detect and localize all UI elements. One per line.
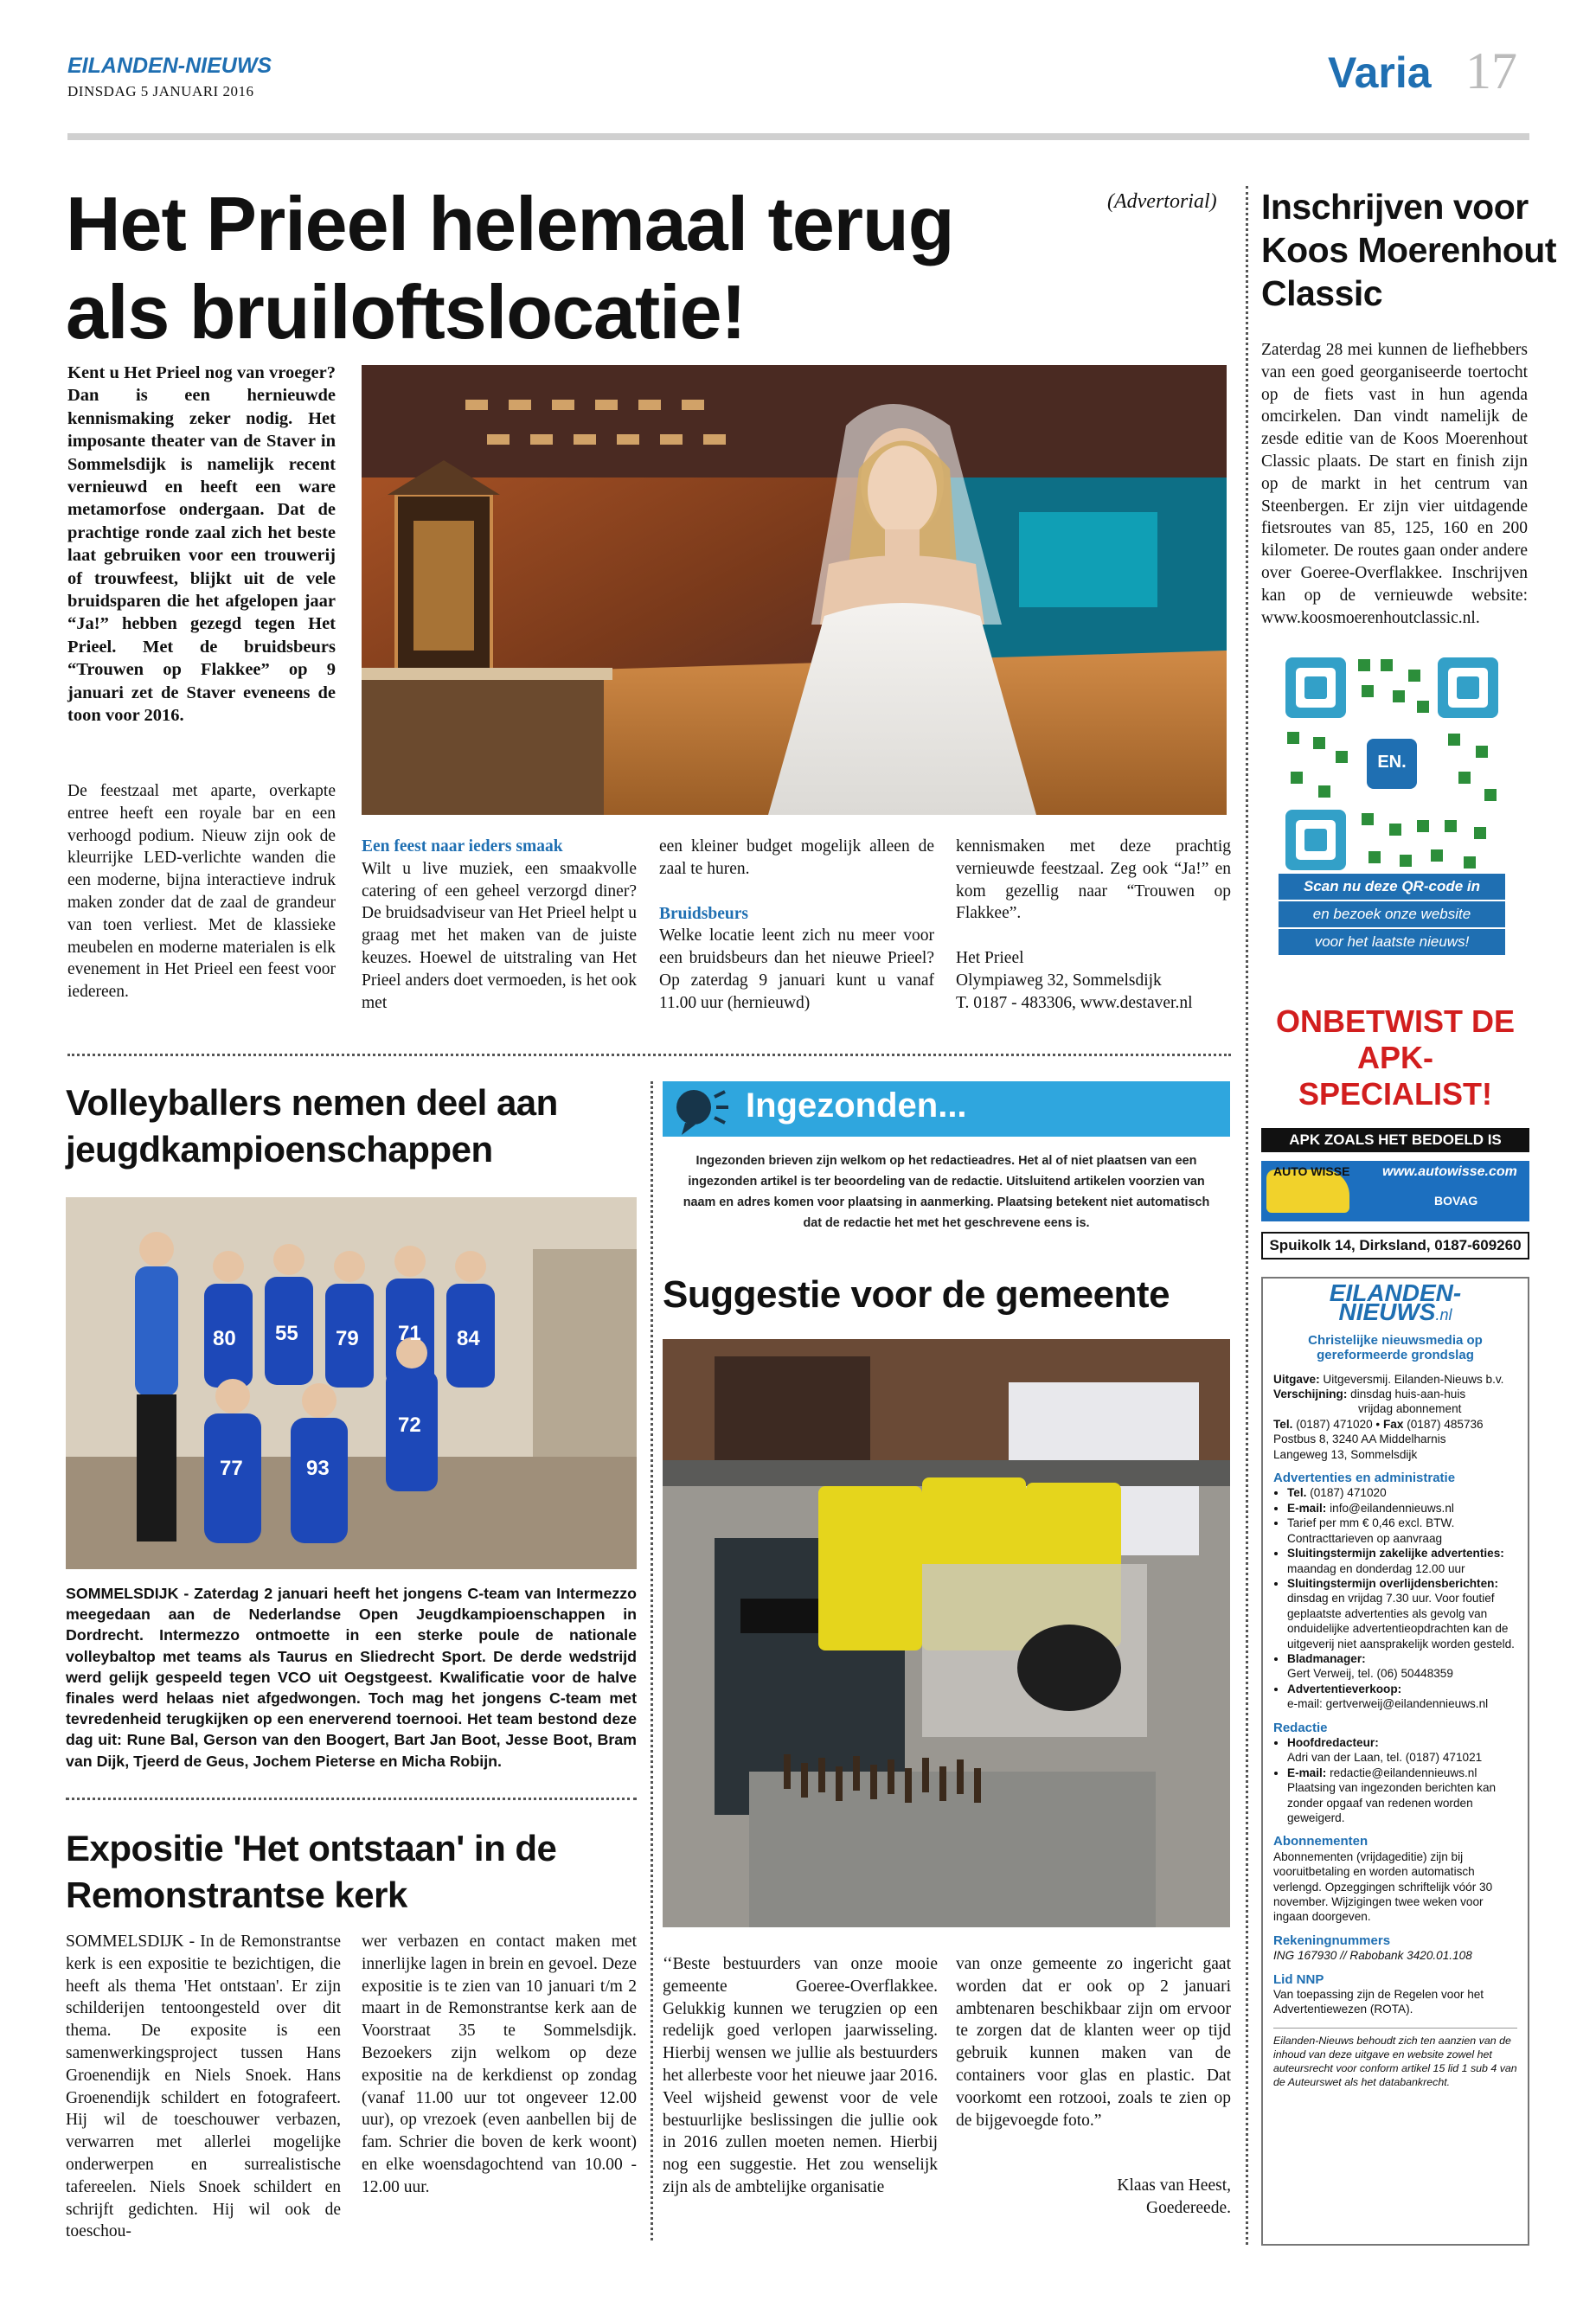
jersey-number: 72 <box>398 1413 421 1437</box>
colophon-rights: Eilanden-Nieuws behoudt zich ten aanzien van de inhoud van deze uitgave en website zowel het auteursrecht voor conform artikel 15 lid 1 sub 4 van de Auteurswet als het databankrecht. <box>1273 2028 1517 2089</box>
colophon-uitgave: Uitgeversmij. Eilanden-Nieuws b.v. <box>1323 1372 1504 1386</box>
prieel-body-col1: De feestzaal met aparte, overkapte entree heeft een royale bar en een verhoogd podium. Nieuw zijn ook de kleurrijke LED-verlichte wanden die een moderne, bijna interactieve indruk maken zonder dat de zaal de grandeur van toen verliest. Met de klassieke meubelen en moderne materialen is elk evenement in Het Prieel een feest voor iedereen. <box>67 782 336 1002</box>
colophon-abo: Abonnementen (vrijdageditie) zijn bij vooruitbetaling en worden automatisch verlengd. Opzeggingen schriftelijk vóór 30 november. Wijzigingen twee weken voor ingaan doorgeven. <box>1273 1849 1493 1924</box>
jersey-number: 84 <box>457 1327 480 1350</box>
colophon-abo-heading: Abonnementen <box>1273 1834 1368 1849</box>
colophon-red-note: Plaatsing van ingezonden berichten kan zonder opgaaf van redenen worden geweigerd. <box>1287 1781 1497 1824</box>
subhead-feest: Een feest naar ieders smaak <box>362 837 563 856</box>
volley-caption: SOMMELSDIJK - Zaterdag 2 januari heeft het jongens C-team van Intermezzo meegedaan aan de Nederlandse Open Jeugdkampioenschappen in Dordrecht. Intermezzo ontmoette in een sterke poule de nationale volleybaltop met teams als Taurus en Sliedrecht Sport. De derde wedstrijd werd gelijk gespeeld tegen VCO uit Oegstgeest. Kwalificatie voor de halve finales werd helaas niet afgedwongen. Toch mag het jongens C-team met tevredenheid terugkijken op een enerverend toernooi. Het team bestond deze dag uit: Rune Bal, Gerson van den Boogert, Bart Jan Boot, Jesse Boot, Bram van Dijk, Tjeerd de Geus, Jochem Pieterse en Micha Robijn. <box>66 1585 637 1770</box>
koos-headline-line1: Inschrijven voor <box>1261 187 1529 227</box>
colophon-fax: (0187) 485736 <box>1407 1417 1484 1431</box>
colophon-bladmanager: Gert Verweij, tel. (06) 50448359 <box>1287 1667 1453 1681</box>
prieel-headline-line1: Het Prieel helemaal terug <box>66 181 954 266</box>
colophon-tagline-2: gereformeerde grondslag <box>1317 1348 1474 1363</box>
masthead-logo: EILANDEN-NIEUWS <box>67 54 272 78</box>
volley-photo <box>66 1197 637 1569</box>
label-adv-email: E-mail: <box>1287 1501 1327 1515</box>
suggestie-col1: ‘‘Beste bestuurders van onze mooie gemeente Goeree-Overflakkee. Gelukkig kunnen we terugzien op een redelijk goed verlopen jaarwisseling. Hierbij wensen we jullie als bestuurders het allerbeste voor het nieuwe jaar 2016. Veel wijsheid gewenst voor de vele bestuurlijke beslissingen die jullie ook in 2016 zullen moeten nemen. Hierbij nog een suggestie. Het zou wenselijk zijn als de ambtelijke organisatie <box>663 1955 938 2196</box>
label-slo: Sluitingstermijn overlijdensberichten: <box>1287 1576 1498 1590</box>
koos-headline-line3: Classic <box>1261 273 1383 313</box>
prieel-body-col2 <box>362 836 637 1014</box>
jersey-number: 79 <box>336 1327 359 1350</box>
label-slz: Sluitingstermijn zakelijke advertenties: <box>1287 1547 1504 1561</box>
colophon-slo: dinsdag en vrijdag 7.30 uur. Voor foutief geplaatste advertenties als gevolg van onduidelijke advertentieopdrachten kan de uitgeverij niet aansprakelijk worden gesteld. <box>1287 1592 1515 1650</box>
colophon-slz: maandag en donderdag 12.00 uur <box>1287 1561 1465 1575</box>
colophon-hoofdredacteur: Adri van der Laan, tel. (0187) 471021 <box>1287 1751 1483 1765</box>
colophon-redactie-heading: Redactie <box>1273 1720 1328 1735</box>
suggestie-headline: Suggestie voor de gemeente <box>663 1273 1170 1316</box>
colophon-rek-heading: Rekeningnummers <box>1273 1932 1391 1948</box>
label-bladmanager: Bladmanager: <box>1287 1651 1366 1665</box>
advertorial-tag: (Advertorial) <box>1107 190 1217 213</box>
koos-headline-line2: Koos Moerenhout <box>1261 230 1556 270</box>
divider-middle <box>651 1081 653 2240</box>
jersey-number: 93 <box>306 1457 330 1480</box>
ingezonden-banner <box>663 1081 1230 1137</box>
colophon-verkoop: e-mail: gertverweij@eilandennieuws.nl <box>1287 1697 1489 1711</box>
divider-right-column <box>1246 186 1248 2245</box>
qr-ad[interactable] <box>1279 651 1505 958</box>
prieel-headline-line2: als bruiloftslocatie! <box>66 269 746 355</box>
label-uitgave: Uitgave: <box>1273 1372 1320 1386</box>
label-verkoop: Advertentieverkoop: <box>1287 1682 1402 1695</box>
subhead-bruidsbeurs: Bruidsbeurs <box>659 904 748 923</box>
colophon-verschijning-1: dinsdag huis-aan-huis <box>1350 1388 1466 1401</box>
koos-body: Zaterdag 28 mei kunnen de liefhebbers van een goed georganiseerde toertocht op de fiets vast in hun agenda omcirkelen. Dan vindt namelijk de zesde editie van de Koos Moerenhout Classic plaats. De start en finish zijn op de markt in het centrum van Steenbergen. Er zijn vier uitdagende fietsroutes van 85, 125, 160 en 200 kilometer. De routes gaan onder andere over Goeree-Overflakkee. Inschrijven kan op de vernieuwde website: www.koosmoerenhoutclassic.nl. <box>1261 341 1528 627</box>
prieel-col3-text-a: een kleiner budget mogelijk alleen de zaal te huren. <box>659 837 934 878</box>
apk-url: www.autowisse.com <box>1382 1164 1517 1179</box>
prieel-col3-text-b: Welke locatie leent zich nu meer voor een bruidsbeurs dan het nieuwe Prieel? Op zaterdag 9 januari kunt u vanaf 11.00 uur (hernieuwd) <box>659 926 934 1012</box>
colophon-adv-email[interactable]: info@eilandennieuws.nl <box>1330 1501 1454 1515</box>
label-tel: Tel. <box>1273 1417 1293 1431</box>
colophon: EILANDEN-NIEUWS.nl Christelijke nieuwsmedia op gereformeerde grondslag Uitgave: Uitgeversmij. Eilanden-Nieuws b.v. Verschijning: dinsdag huis-aan-huis vrijdag abonnement Tel. (0187) 471020 • Fax (0187) 485736 Postbus 8, 3240 AA Middelharnis Langeweg 13, Sommelsdijk Advertenties en administratie • Tel. (0187) 471020 • E-mail: info@eilandennieuws.nl • Tarief per mm € 0,46 excl. BTW. Contracttarieven op aanvraag • Sluitingstermijn zakelijke advertenties: maandag en donderdag 12.00 uur • Sluitingstermijn overlijdensberichten: dinsdag en vrijdag 7.30 uur. Voor foutief geplaatste advertenties als gevolg van onduidelijke advertentieopdrachten kan de uitgeverij niet aansprakelijk worden gesteld. • Bladmanager: Gert Verweij, tel. (06) 50448359 • Advertentieverkoop: e-mail: gertverweij@eilandennieuws.nl Redactie • Hoofdredacteur: Adri van der Laan, tel. (0187) 471021 • E-mail: redactie@eilandennieuws.nl Plaatsing van ingezonden berichten kan zonder opgaaf van redenen worden geweigerd. Abonnementen Abonnementen (vrijdageditie) zijn bij vooruitbetaling en worden automatisch verlengd. Opzeggingen schriftelijk vóór 30 november. Wijzigingen twee weken voor ingaan doorgeven. Rekeningnummers ING 167930 // Rabobank 3420.01.108 Lid NNP Van toepassing zijn de Regelen voor het Advertentiewezen (ROTA). Eilanden-Nieuws behoudt zich ten aanzien van de inhoud van deze uitgave en website zowel het auteursrecht voor conform artikel 15 lid 1 sub 4 van de Auteurswet als het databankrecht. <box>1261 1277 1529 2246</box>
colophon-verschijning-2: vrijdag abonnement <box>1358 1402 1462 1416</box>
label-adv-tel: Tel. <box>1287 1486 1307 1500</box>
apk-brand: AUTO WISSE <box>1273 1164 1350 1178</box>
speech-icon <box>666 1081 735 1137</box>
jersey-number: 77 <box>220 1457 243 1480</box>
ingezonden-title: Ingezonden... <box>746 1086 967 1125</box>
apk-headline-line2: APK-SPECIALIST! <box>1298 1040 1492 1112</box>
expositie-col1: SOMMELSDIJK - In de Remonstrantse kerk is een expositie te bezichtigen, die heeft als thema 'Het ontstaan'. Er zijn schilderijen tentoongesteld over dit thema. De exposite is een samenwerkingsproject tussen Hans Groenendijk en Niels Snoek. Hans Groenendijk schildert en fotografeert. Hij wil de toeschouwer verbazen, verwarren met allerlei mogelijke onderwerpen en surrealistische tafereelen. Niels Snoek schildert en schrijft gedichten. Hij wil ook de toeschou- <box>66 1932 341 2241</box>
colophon-logo: EILANDEN-NIEUWS <box>1329 1279 1462 1326</box>
suggestie-signature-2: Goedereede. <box>1146 2199 1231 2217</box>
colophon-postbus: Postbus 8, 3240 AA Middelharnis <box>1273 1433 1446 1446</box>
prieel-body-col4 <box>956 836 1231 1015</box>
apk-ad[interactable] <box>1261 1003 1529 1254</box>
jersey-number: 80 <box>213 1327 236 1350</box>
suggestie-photo <box>663 1339 1230 1927</box>
prieel-address-name: Het Prieel <box>956 949 1024 968</box>
colophon-tarief-2: Contracttarieven op aanvraag <box>1287 1531 1443 1545</box>
bovag-logo: BOVAG <box>1434 1194 1478 1208</box>
prieel-body-col3 <box>659 836 934 1015</box>
colophon-rek: ING 167930 // Rabobank 3420.01.108 <box>1273 1949 1472 1963</box>
expositie-headline-line2: Remonstrantse kerk <box>66 1875 407 1915</box>
jersey-number: 71 <box>398 1322 421 1345</box>
colophon-adres: Langeweg 13, Sommelsdijk <box>1273 1447 1418 1461</box>
prieel-intro: Kent u Het Prieel nog van vroeger? Dan is een hernieuwde kennismaking zeker nodig. Het imposante theater van de Staver in Sommelsdijk is namelijk recent vernieuwd en heeft een ware metamorfose ondergaan. Dat de prachtige ronde zaal zich het beste laat gebruiken voor een trouwerij of trouwfeest, blijkt uit de vele bruidsparen die het afgelopen jaar “Ja!” hebben gezegd tegen Het Prieel. Met de bruidsbeurs “Trouwen op Flakkee” op 9 januari zet de Staver eveneens de toon voor 2016. <box>67 363 336 726</box>
prieel-address-phone: T. 0187 - 483306, www.destaver.nl <box>956 993 1193 1012</box>
colophon-tarief-1: Tarief per mm € 0,46 excl. BTW. <box>1287 1516 1455 1530</box>
header-rule <box>67 133 1529 140</box>
prieel-address-street: Olympiaweg 32, Sommelsdijk <box>956 971 1162 990</box>
label-verschijning: Verschijning: <box>1273 1388 1348 1401</box>
colophon-red-email[interactable]: redactie@eilandennieuws.nl <box>1330 1766 1477 1779</box>
label-red-email: E-mail: <box>1287 1766 1327 1779</box>
apk-headline-line1: ONBETWIST DE <box>1276 1003 1515 1039</box>
page-number: 17 <box>1465 42 1517 99</box>
colophon-nnp-heading: Lid NNP <box>1273 1971 1324 1987</box>
section-title: Varia <box>1328 48 1432 97</box>
label-hoofdredacteur: Hoofdredacteur: <box>1287 1735 1379 1749</box>
expositie-col2: wer verbazen en contact maken met innerlijke lagen in brein en gevoel. Deze expositie is te zien van 10 januari t/m 2 maart in de Remonstrantse kerk aan de Voorstraat 35 te Sommelsdijk. Bezoekers zijn welkom op deze expositie na de kerkdienst op zondag (vanaf 11.00 uur tot ongeveer 12.00 uur), op vrezoek (even aanbellen bij de fam. Schrier die boven de kerk woont) en elke woensdagochtend van 10.00 - 12.00 uur. <box>362 1932 637 2196</box>
colophon-adv-heading: Advertenties en administratie <box>1273 1471 1456 1486</box>
colophon-adv-tel: (0187) 471020 <box>1310 1486 1387 1500</box>
label-fax: Fax <box>1382 1417 1404 1431</box>
qr-caption-line2: en bezoek onze website <box>1279 901 1505 927</box>
apk-address: Spuikolk 14, Dirksland, 0187-609260 <box>1261 1232 1529 1259</box>
qr-caption-line3: voor het laatste nieuws! <box>1279 929 1505 955</box>
suggestie-signature-1: Klaas van Heest, <box>1117 2176 1231 2195</box>
issue-date: DINSDAG 5 JANUARI 2016 <box>67 83 254 99</box>
prieel-col2-text: Wilt u live muziek, een smaakvolle catering of een geheel verzorgd diner? De bruidsadviseur van Het Prieel helpt u graag met het maken van de juiste keuzes. Hoewel de uitstraling van Het Prieel anders doet vermoeden, is het ook met <box>362 859 637 1012</box>
apk-banner <box>1261 1161 1529 1221</box>
colophon-tagline-1: Christelijke nieuwsmedia op <box>1308 1332 1483 1348</box>
qr-logo: EN. <box>1377 753 1407 772</box>
colophon-nnp: Van toepassing zijn de Regelen voor het Advertentiewezen (ROTA). <box>1273 1988 1484 2016</box>
divider-volley <box>66 1798 637 1800</box>
divider-prieel <box>67 1054 1231 1056</box>
volley-headline-line1: Volleyballers nemen deel aan <box>66 1082 558 1123</box>
prieel-col4-text: kennismaken met deze prachtig vernieuwde feestzaal. Zeg ook “Ja!” en kom gezellig naar “Trouwen op Flakkee”. <box>956 837 1231 923</box>
qr-caption-line1: Scan nu deze QR-code in <box>1279 874 1505 900</box>
ingezonden-notice: Ingezonden brieven zijn welkom op het redactieadres. Het al of niet plaatsen van een ingezonden artikel is ter beoordeling van de redactie. Uitsluitend artikelen voorzien van naam en adres komen voor plaatsing in aanmerking. Plaatsing betekent niet automatisch dat de redactie het met het geschrevene eens is. <box>683 1154 1210 1230</box>
jersey-number: 55 <box>275 1322 298 1345</box>
suggestie-col2: van onze gemeente zo ingericht gaat worden dat er ook op 2 januari ambtenaren beschikbaar zijn om ervoor te zorgen dat de klanten weer op tijd gebruik kunnen maken van de containers voor glas en plastic. Dat voorkomt een rotzooi, zoals te zien op de bijgevoegde foto.” <box>956 1955 1231 2130</box>
apk-bar: APK ZOALS HET BEDOELD IS <box>1261 1128 1529 1152</box>
volley-headline-line2: jeugdkampioenschappen <box>66 1129 493 1170</box>
prieel-photo <box>362 365 1227 815</box>
colophon-logo-suffix: .nl <box>1435 1306 1452 1324</box>
expositie-headline-line1: Expositie 'Het ontstaan' in de <box>66 1828 557 1868</box>
colophon-tel: (0187) 471020 <box>1296 1417 1373 1431</box>
